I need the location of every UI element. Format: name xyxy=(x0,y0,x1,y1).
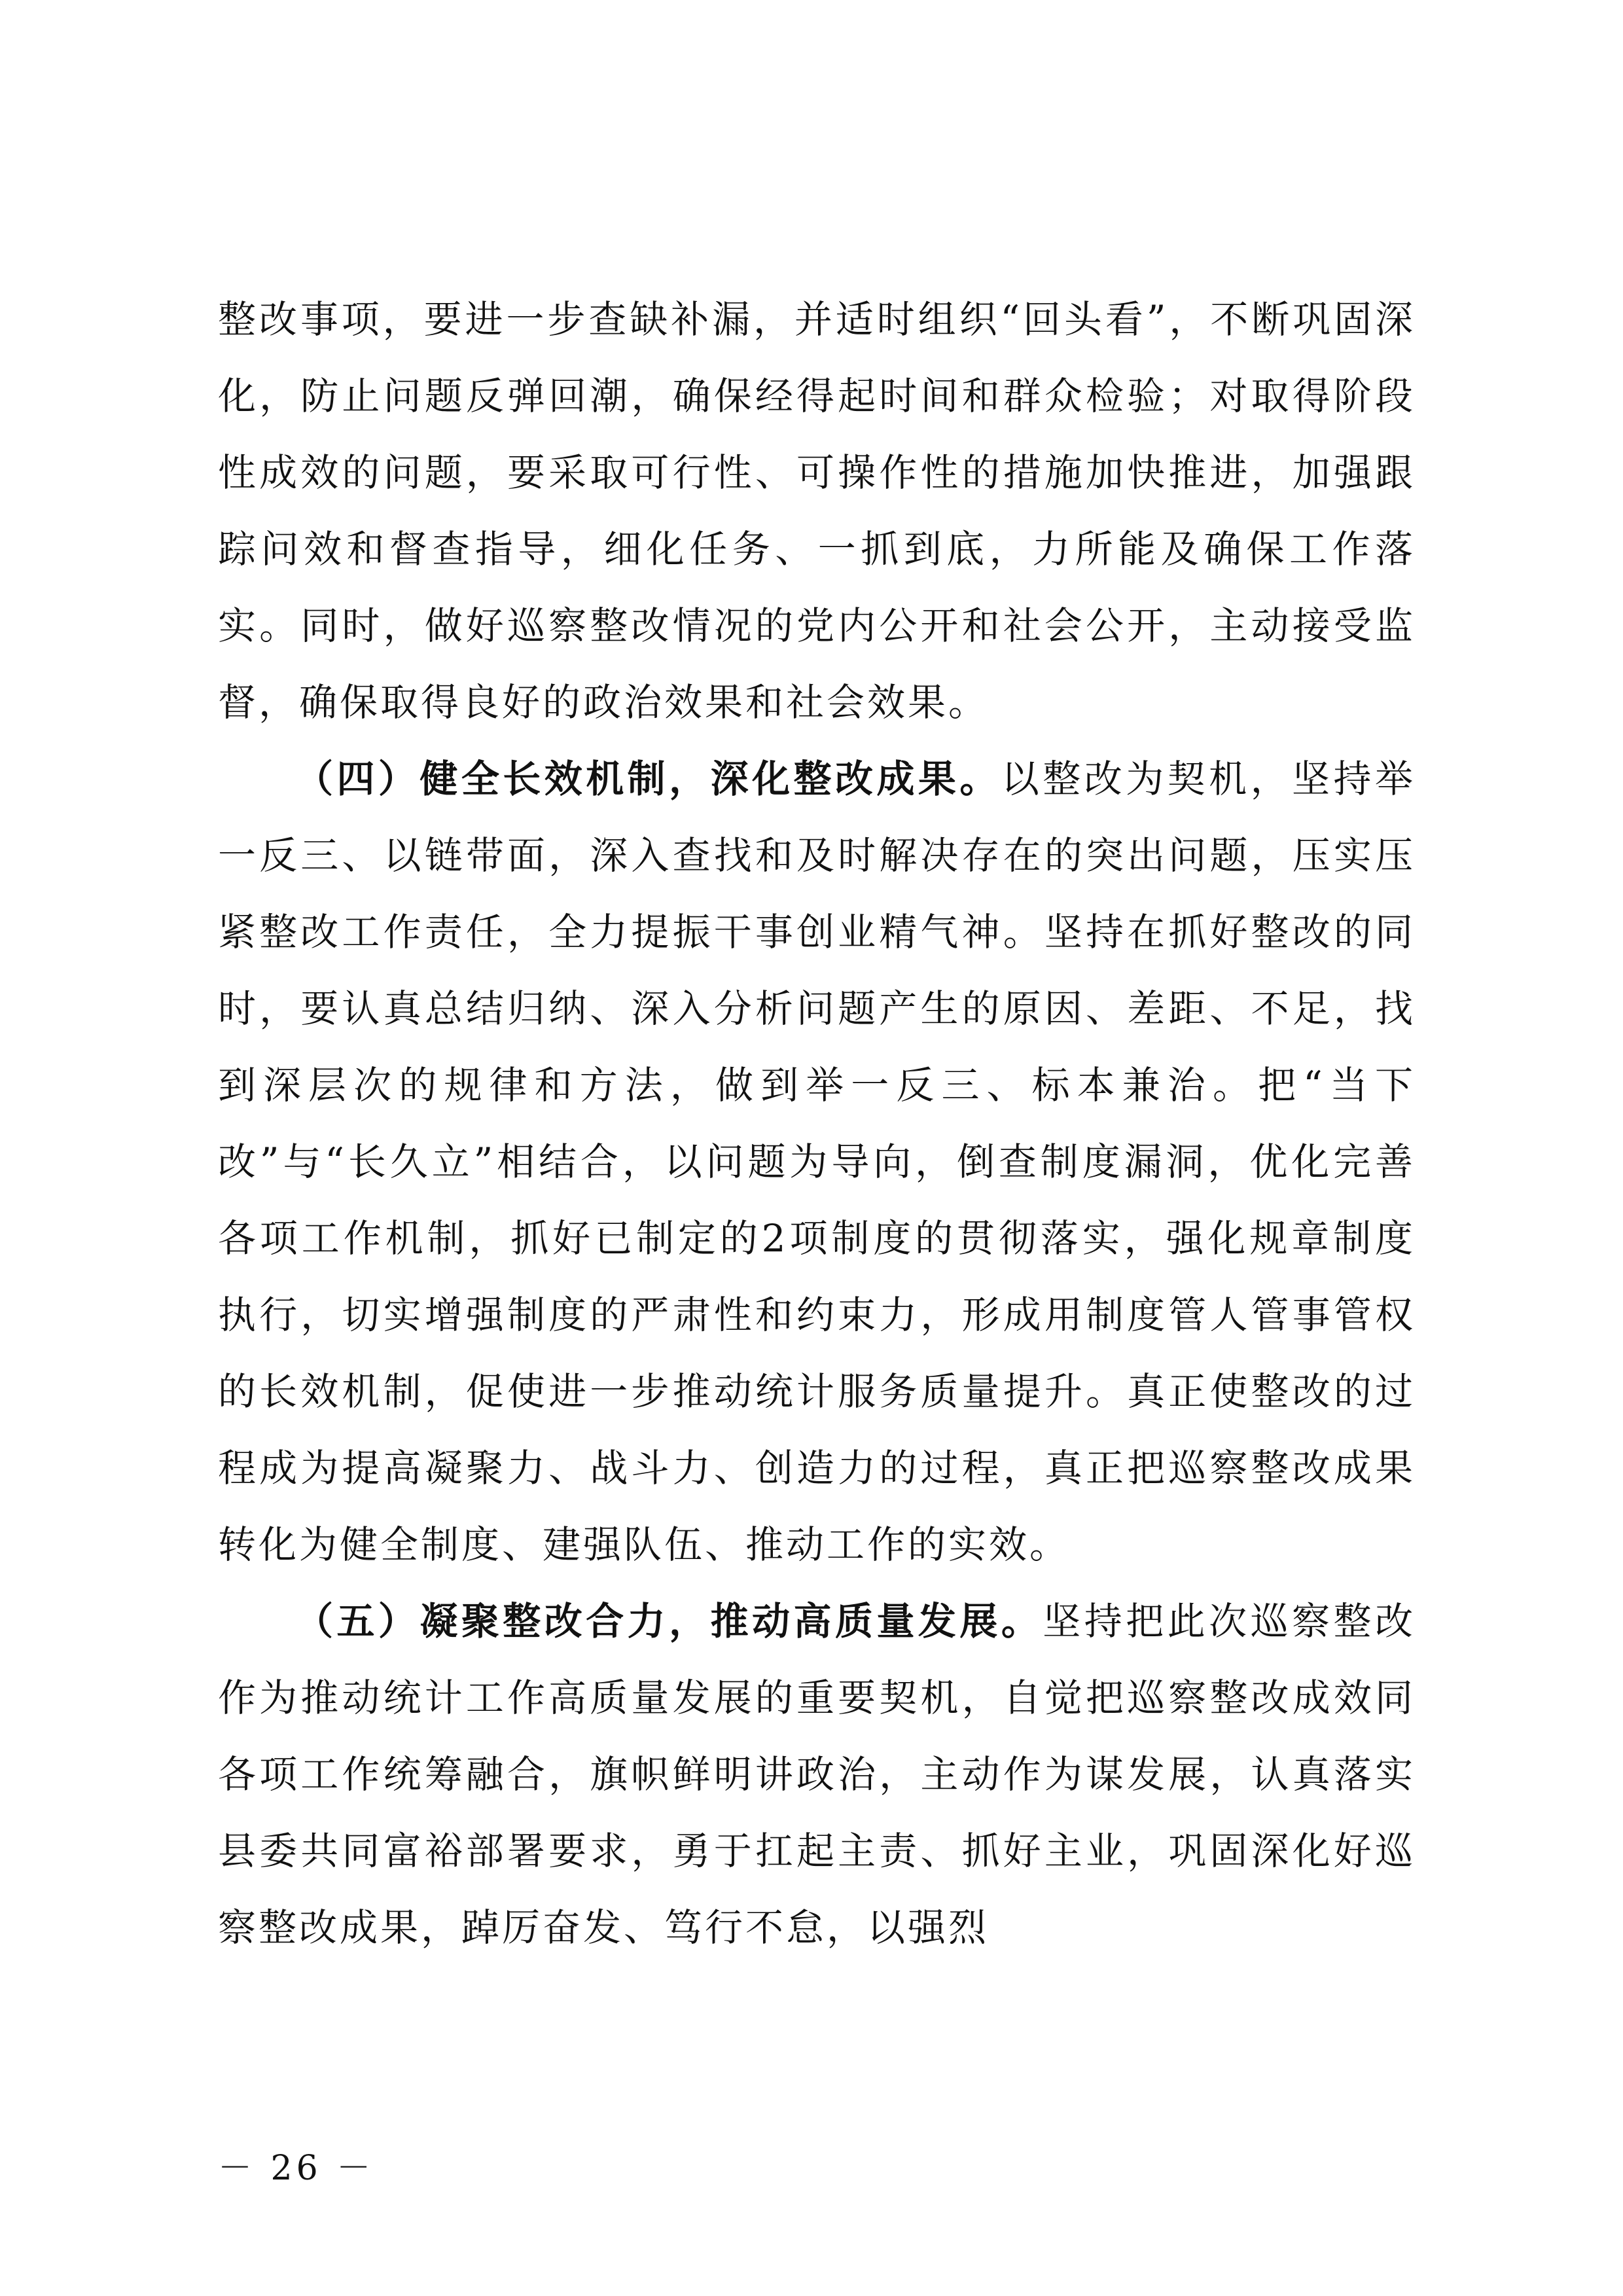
document-body xyxy=(218,281,1416,1966)
paragraph-section-four xyxy=(218,741,1416,1583)
paragraph-text: 整改事项，要进一步查缺补漏，并适时组织“回头看”，不断巩固深化，防止问题反弹回潮，确保经得起时间和群众检验；对取得阶段性成效的问题，要采取可行性、可操作性的措施加快推进，加强跟踪问效和督查指导，细化任务、一抓到底，力所能及确保工作落实。同时，做好巡察整改情况的党内公开和社会公开，主动接受监督，确保取得良好的政治效果和社会效果。 xyxy=(218,297,1416,725)
section-heading-five: （五）凝聚整改合力，推动高质量发展。 xyxy=(295,1599,1043,1643)
section-heading-four: （四）健全长效机制，深化整改成果。 xyxy=(295,757,1001,801)
paragraph-text: 坚持把此次巡察整改作为推动统计工作高质量发展的重要契机，自觉把巡察整改成效同各项工作统筹融合，旗帜鲜明讲政治，主动作为谋发展，认真落实县委共同富裕部署要求，勇于扛起主责、抓好主业，巩固深化好巡察整改成果，踔厉奋发、笃行不怠，以强烈 xyxy=(218,1599,1416,1950)
page-number: － 26 － xyxy=(218,2149,375,2188)
paragraph-continued xyxy=(218,281,1416,741)
paragraph-section-five xyxy=(218,1583,1416,1966)
paragraph-text: 以整改为契机，坚持举一反三、以链带面，深入查找和及时解决存在的突出问题，压实压紧整改工作责任，全力提振干事创业精气神。坚持在抓好整改的同时，要认真总结归纳、深入分析问题产生的原因、差距、不足，找到深层次的规律和方法，做到举一反三、标本兼治。把“当下改”与“长久立”相结合，以问题为导向，倒查制度漏洞，优化完善各项工作机制，抓好已制定的2项制度的贯彻落实，强化规章制度执行，切实增强制度的严肃性和约束力，形成用制度管人管事管权的长效机制，促使进一步推动统计服务质量提升。真正使整改的过程成为提高凝聚力、战斗力、创造力的过程，真正把巡察整改成果转化为健全制度、建强队伍、推动工作的实效。 xyxy=(218,757,1416,1567)
